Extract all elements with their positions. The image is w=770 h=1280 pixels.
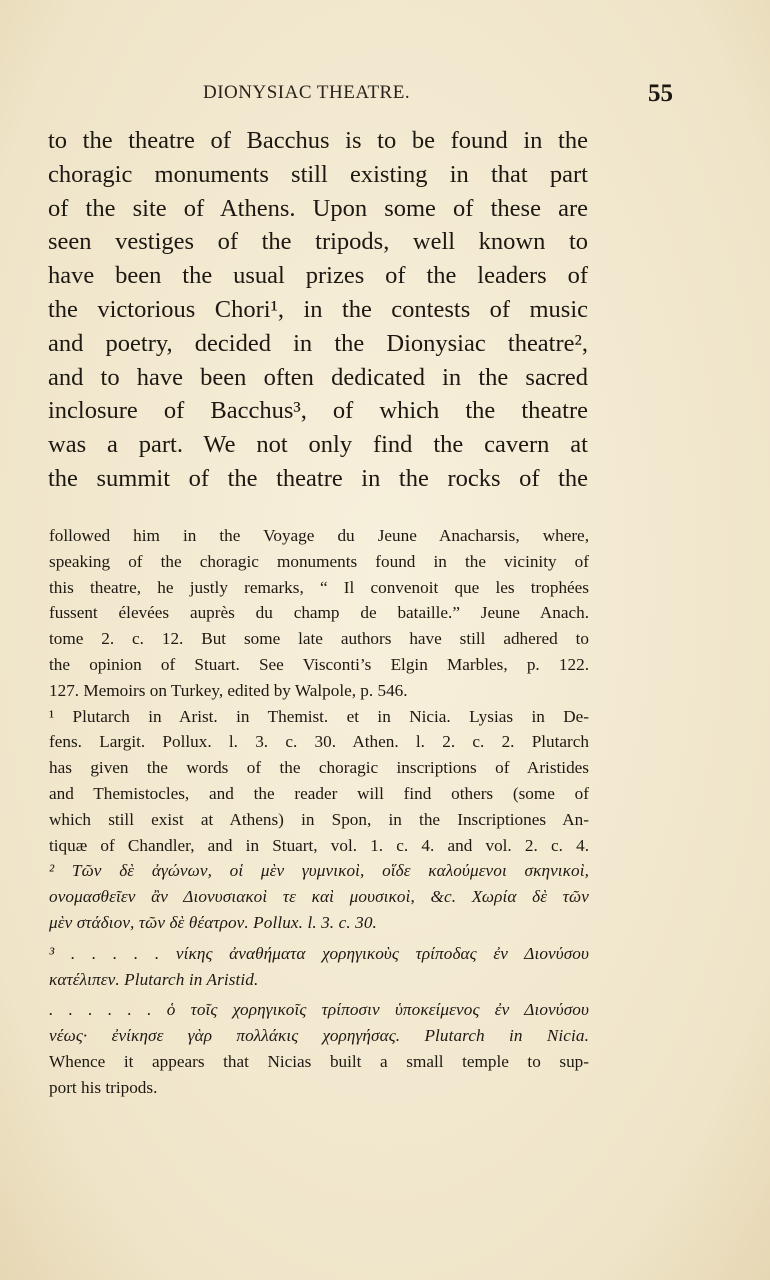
main-text-line: choragic monuments still existing in that part (48, 160, 588, 188)
main-text-line: seen vestiges of the tripods, well known to (48, 228, 588, 256)
footnote-3-line: ³ . . . . . νίκης ἀναθήματα χορηγικοὺς τρίποδας ἐν Διονύσου (49, 943, 589, 963)
footnote-2-line: μὲν στάδιον, τῶν δὲ θέατρον. Pollux. l. 3. c. 30. (49, 912, 377, 932)
main-text-line: to the theatre of Bacchus is to be found in the (48, 127, 588, 154)
main-text-line: the summit of the theatre in the rocks of the (48, 464, 588, 492)
footnote-3-line: νέως· ἐνίκησε γὰρ πολλάκις χορηγήσας. Plutarch in Nicia. (49, 1026, 589, 1046)
footnote-3-line: . . . . . . ὁ τοῖς χορηγικοῖς τρίποσιν ὑποκείμενος ἐν Διονύσου (49, 1000, 589, 1020)
main-text-line: the victorious Chori¹, in the contests of music (48, 295, 588, 323)
footnote-1-line: has given the words of the choragic inscriptions of Aristides (49, 758, 589, 778)
footnote-3-line: port his tripods. (49, 1077, 158, 1097)
footnote-1-line: and Themistocles, and the reader will find others (some of (49, 783, 589, 803)
footnote-1-line: fens. Largit. Pollux. l. 3. c. 30. Athen. l. 2. c. 2. Plutarch (49, 732, 589, 752)
footnote-2-line: ονομασθεῖεν ἂν Διονυσιακοὶ τε καὶ μουσικοὶ, &c. Χωρία δὲ τῶν (49, 887, 589, 907)
footnotes (49, 523, 589, 1101)
footnote-line: tome 2. c. 12. But some late authors have still adhered to (49, 629, 589, 649)
main-text-line: inclosure of Bacchus³, of which the theatre (48, 397, 588, 425)
main-text-line: and to have been often dedicated in the sacred (48, 363, 588, 391)
footnote-1-line: tiquæ of Chandler, and in Stuart, vol. 1. c. 4. and vol. 2. c. 4. (49, 835, 589, 855)
footnote-line: the opinion of Stuart. See Visconti’s Elgin Marbles, p. 122. (49, 654, 589, 674)
footnote-1-line: which still exist at Athens) in Spon, in the Inscriptiones An- (49, 809, 589, 829)
footnote-line: fussent élevées auprès du champ de bataille.” Jeune Anach. (49, 603, 589, 623)
footnote-line: 127. Memoirs on Turkey, edited by Walpole, p. 546. (49, 680, 408, 700)
main-text-line: was a part. We not only find the cavern at (48, 431, 588, 459)
main-text-line: have been the usual prizes of the leaders of (48, 262, 588, 290)
main-text (48, 124, 588, 496)
running-head: DIONYSIAC THEATRE. (203, 82, 411, 103)
page-number: 55 (648, 80, 673, 107)
footnote-3-line: Whence it appears that Nicias built a small temple to sup- (49, 1051, 589, 1071)
footnote-line: followed him in the Voyage du Jeune Anacharsis, where, (49, 526, 589, 545)
main-text-line: and poetry, decided in the Dionysiac theatre², (48, 329, 588, 357)
footnote-2-line: ² Τῶν δὲ ἀγώνων, οἱ μὲν γυμνικοὶ, οἵδε καλούμενοι σκηνικοὶ, (49, 861, 589, 881)
footnote-line: this theatre, he justly remarks, “ Il convenoit que les trophées (49, 577, 589, 597)
footnote-line: speaking of the choragic monuments found in the vicinity of (49, 551, 589, 571)
footnote-3-line: κατέλιπεν. Plutarch in Aristid. (49, 969, 259, 989)
page-header (0, 82, 770, 112)
footnote-1-line: ¹ Plutarch in Arist. in Themist. et in Nicia. Lysias in De- (49, 706, 589, 726)
main-text-line: of the site of Athens. Upon some of these are (48, 194, 588, 222)
